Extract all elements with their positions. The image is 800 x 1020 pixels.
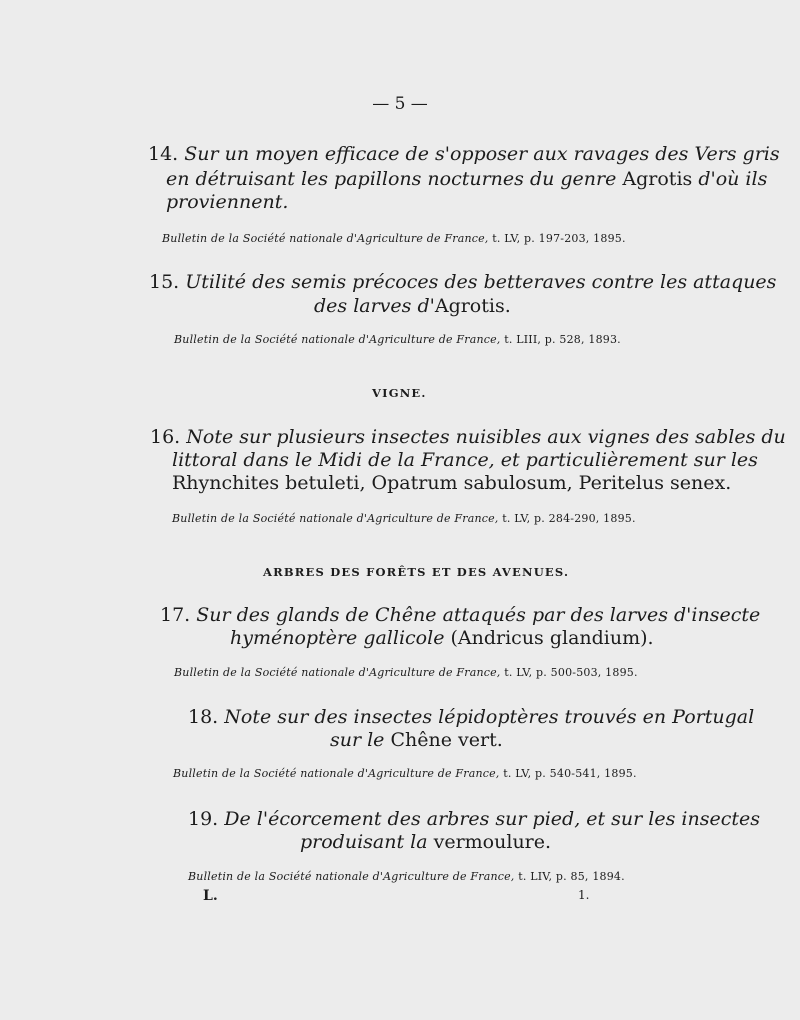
signature-mark-left: L.: [203, 888, 218, 904]
entry-15-source: Bulletin de la Société nationale d'Agriculture de France, t. LIII, p. 528, 1893.: [174, 333, 621, 346]
entry-18-number: 18.: [188, 706, 219, 728]
section-heading-arbres: ARBRES DES FORÊTS ET DES AVENUES.: [263, 565, 570, 579]
entry-14-line-1: 14. Sur un moyen efficace de s'opposer aux ravages des Vers gris: [148, 143, 780, 165]
entry-18-line-1: 18. Note sur des insectes lépidoptères trouvés en Portugal: [188, 706, 755, 728]
entry-17-source: Bulletin de la Société nationale d'Agriculture de France, t. LV, p. 500-503, 1895.: [174, 666, 638, 679]
entry-14-line-3: proviennent.: [166, 191, 289, 213]
entry-14-source: Bulletin de la Société nationale d'Agriculture de France, t. LV, p. 197-203, 1895.: [162, 232, 626, 245]
entry-14-number: 14.: [148, 143, 179, 165]
entry-16-number: 16.: [150, 426, 181, 448]
entry-16-line-2: littoral dans le Midi de la France, et particulièrement sur les: [172, 449, 758, 471]
entry-18-source: Bulletin de la Société nationale d'Agriculture de France, t. LV, p. 540-541, 1895.: [173, 767, 637, 780]
entry-19-line-1: 19. De l'écorcement des arbres sur pied, et sur les insectes: [188, 808, 760, 830]
entry-17-number: 17.: [160, 604, 191, 626]
entry-15-line-2: des larves d'Agrotis.: [314, 295, 511, 317]
entry-19-number: 19.: [188, 808, 219, 830]
entry-16-line-3: Rhynchites betuleti, Opatrum sabulosum, Peritelus senex.: [172, 472, 732, 494]
entry-17-line-1: 17. Sur des glands de Chêne attaqués par des larves d'insecte: [160, 604, 761, 626]
signature-mark-right: 1.: [578, 888, 590, 902]
page-number: — 5 —: [372, 94, 428, 114]
entry-19-source: Bulletin de la Société nationale d'Agriculture de France, t. LIV, p. 85, 1894.: [188, 870, 625, 883]
entry-18-line-2: sur le Chêne vert.: [330, 729, 503, 751]
section-heading-vigne: VIGNE.: [372, 386, 427, 400]
entry-14-line-2: en détruisant les papillons nocturnes du genre Agrotis d'où ils: [166, 168, 768, 190]
entry-16-line-1: 16. Note sur plusieurs insectes nuisibles aux vignes des sables du: [150, 426, 786, 448]
entry-17-line-2: hyménoptère gallicole (Andricus glandium).: [230, 627, 654, 649]
entry-19-line-2: produisant la vermoulure.: [300, 831, 552, 853]
entry-16-source: Bulletin de la Société nationale d'Agriculture de France, t. LV, p. 284-290, 1895.: [172, 512, 636, 525]
entry-15-line-1: 15. Utilité des semis précoces des betteraves contre les attaques: [149, 271, 777, 293]
entry-15-number: 15.: [149, 271, 180, 293]
